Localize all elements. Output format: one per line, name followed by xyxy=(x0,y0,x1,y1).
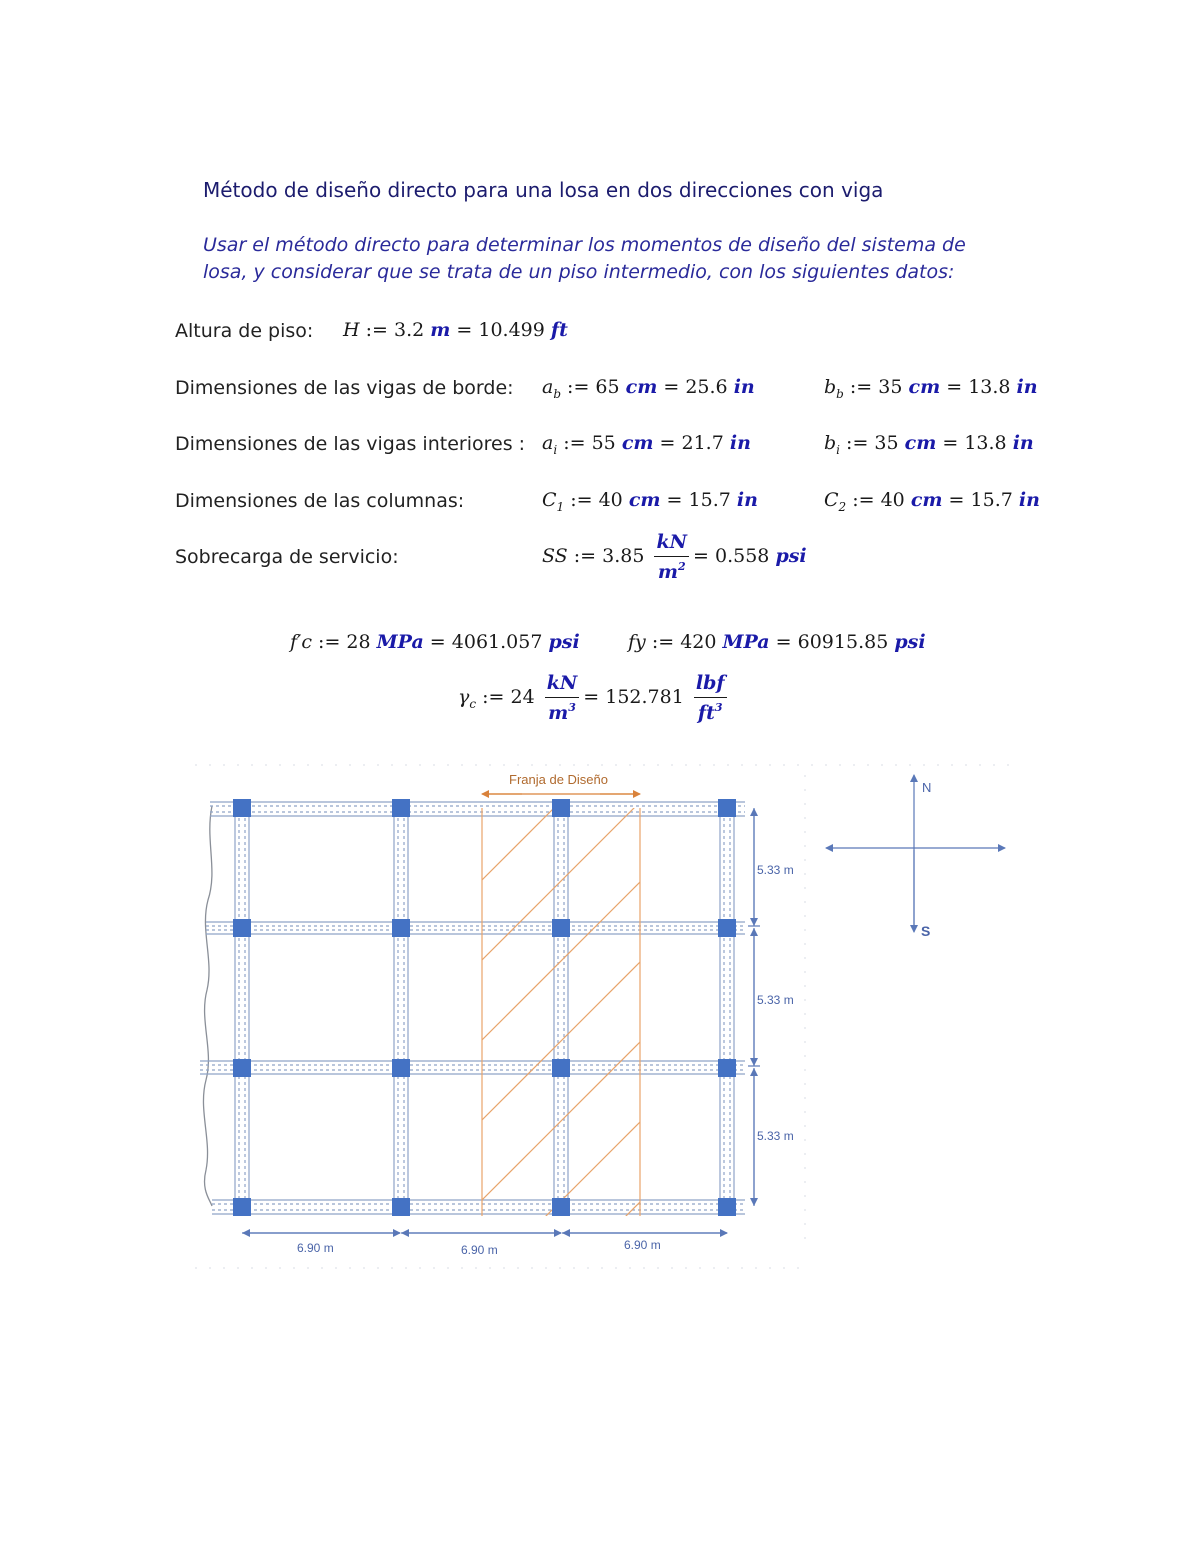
intro-line-1: Usar el método directo para determinar los momentos de diseño del sistema de xyxy=(203,234,966,256)
interior-beam-b-var: b xyxy=(824,432,837,454)
fc-result-unit: psi xyxy=(548,631,580,653)
column-c2-result: 15.7 xyxy=(970,489,1013,511)
column-c2-equation: $C_2$ := 40 cm = 15.7 in xyxy=(824,489,1040,514)
interior-beam-b-value: 35 xyxy=(874,432,899,454)
interior-beam-a-result: 21.7 xyxy=(681,432,724,454)
column xyxy=(718,1198,736,1216)
fy-equation: fy := 420 MPa = 60915.85 psi xyxy=(628,631,926,653)
column xyxy=(552,1059,570,1077)
interior-beam-b-result: 13.8 xyxy=(964,432,1007,454)
interior-beam-a-var: a xyxy=(542,432,554,454)
fy-value: 420 xyxy=(680,631,717,653)
gamma-var: γ xyxy=(458,686,470,708)
dim-y-3: 5.33 m xyxy=(757,1129,794,1143)
edge-beam-b-result-unit: in xyxy=(1016,376,1038,398)
column-c2-value: 40 xyxy=(880,489,905,511)
fc-value: 28 xyxy=(346,631,371,653)
column-c1-result: 15.7 xyxy=(688,489,731,511)
dim-y-1: 5.33 m xyxy=(757,863,794,877)
live-load-unit-num: kN xyxy=(654,531,689,557)
edge-beam-a-unit: cm xyxy=(625,376,658,398)
dim-x-1: 6.90 m xyxy=(297,1241,334,1255)
compass-south-label: S xyxy=(921,923,931,939)
live-load-label: Sobrecarga de servicio: xyxy=(175,546,399,568)
compass-north-label: N xyxy=(922,780,932,795)
floor-height-var: H xyxy=(343,319,360,341)
beams-horizontal xyxy=(200,802,745,1214)
document-title: Método de diseño directo para una losa en dos direcciones con viga xyxy=(203,178,884,202)
column xyxy=(552,919,570,937)
column-c1-sub: 1 xyxy=(556,500,565,514)
gamma-unit-den-exp: 3 xyxy=(568,701,576,714)
design-strip-label: Franja de Diseño xyxy=(509,772,608,787)
live-load-unit-den-exp: 2 xyxy=(677,560,686,573)
design-strip-hatch xyxy=(482,722,640,1360)
compass-icon xyxy=(826,775,1005,932)
gamma-unit-num: kN xyxy=(545,672,580,698)
gamma-result: 152.781 xyxy=(605,686,684,708)
column-c2-result-unit: in xyxy=(1018,489,1040,511)
gamma-unit-den-base: m xyxy=(548,702,569,724)
column-c2-var: C xyxy=(824,489,839,511)
interior-beam-b-result-unit: in xyxy=(1012,432,1034,454)
edge-beam-a-value: 65 xyxy=(595,376,620,398)
interior-beam-b-equation: $b_i$ := 35 cm = 13.8 in xyxy=(824,432,1034,457)
edge-beams-label: Dimensiones de las vigas de borde: xyxy=(175,377,514,399)
interior-beam-a-sub: i xyxy=(553,443,558,457)
fc-equation: f′c := 28 MPa = 4061.057 psi xyxy=(290,631,580,653)
fy-result-unit: psi xyxy=(894,631,926,653)
columns xyxy=(233,799,736,1216)
interior-beams-label: Dimensiones de las vigas interiores : xyxy=(175,433,526,455)
column xyxy=(233,919,251,937)
edge-beam-b-sub: b xyxy=(836,387,844,401)
interior-beam-a-value: 55 xyxy=(591,432,616,454)
edge-beam-b-equation: $b_b$ := 35 cm = 13.8 in xyxy=(824,376,1038,401)
gamma-sub: c xyxy=(469,697,477,711)
edge-beam-a-result-unit: in xyxy=(733,376,755,398)
floor-height-value: 3.2 xyxy=(393,319,425,341)
floor-height-label: Altura de piso: xyxy=(175,320,314,342)
fc-result: 4061.057 xyxy=(451,631,543,653)
edge-beam-a-result: 25.6 xyxy=(685,376,728,398)
edge-beam-a-equation: $a_b$ := 65 cm = 25.6 in xyxy=(542,376,755,401)
edge-beam-b-unit: cm xyxy=(908,376,941,398)
column xyxy=(392,1198,410,1216)
column xyxy=(392,1059,410,1077)
column xyxy=(233,1198,251,1216)
column xyxy=(718,919,736,937)
interior-beam-a-result-unit: in xyxy=(729,432,751,454)
live-load-value: 3.85 xyxy=(602,545,645,567)
column-c1-equation: $C_1$ := 40 cm = 15.7 in xyxy=(542,489,758,514)
gamma-result-unit-den-exp: 3 xyxy=(714,701,723,714)
live-load-result-unit: psi xyxy=(775,545,807,567)
interior-beam-b-unit: cm xyxy=(904,432,937,454)
fy-var: fy xyxy=(628,631,646,653)
column xyxy=(552,1198,570,1216)
fc-var: f′c xyxy=(290,631,312,653)
gamma-equation: $\gamma_c$ := 24 $\frac{kN}{m^3}$ = 152.781 $\frac{\text{lbf}}{ft^3}$ xyxy=(458,672,725,724)
dim-x-2: 6.90 m xyxy=(461,1243,498,1257)
drawing-frame xyxy=(195,765,1010,1268)
interior-beam-a-unit: cm xyxy=(621,432,654,454)
edge-beam-a-var: a xyxy=(542,376,554,398)
live-load-equation: SS := 3.85 $\frac{kN}{m^2}$ = 0.558 psi xyxy=(542,531,807,583)
live-load-var: SS xyxy=(542,545,568,567)
edge-beam-a-sub: b xyxy=(553,387,562,401)
interior-beam-b-sub: i xyxy=(836,443,841,457)
gamma-value: 24 xyxy=(510,686,535,708)
live-load-unit-den-base: m xyxy=(657,561,678,583)
fy-unit: MPa xyxy=(722,631,770,653)
column-c2-sub: 2 xyxy=(838,500,847,514)
dim-y-2: 5.33 m xyxy=(757,993,794,1007)
column-c1-var: C xyxy=(542,489,557,511)
edge-beam-b-value: 35 xyxy=(878,376,903,398)
column-c1-unit: cm xyxy=(628,489,661,511)
floor-height-result-unit: ft xyxy=(550,319,568,341)
fc-unit: MPa xyxy=(376,631,424,653)
fy-result: 60915.85 xyxy=(797,631,889,653)
interior-beam-a-equation: $a_i$ := 55 cm = 21.7 in xyxy=(542,432,751,457)
column xyxy=(392,799,410,817)
column-c1-value: 40 xyxy=(598,489,623,511)
live-load-result: 0.558 xyxy=(714,545,770,567)
floor-height-equation: H := 3.2 m = 10.499 ft xyxy=(343,319,568,341)
column xyxy=(233,1059,251,1077)
gamma-result-unit-num: lbf xyxy=(694,672,727,698)
columns-label: Dimensiones de las columnas: xyxy=(175,490,465,512)
column xyxy=(392,919,410,937)
column-c2-unit: cm xyxy=(910,489,943,511)
column xyxy=(718,799,736,817)
edge-beam-b-var: b xyxy=(824,376,837,398)
column-c1-result-unit: in xyxy=(736,489,758,511)
column xyxy=(718,1059,736,1077)
floor-height-unit: m xyxy=(430,319,451,341)
floor-height-result: 10.499 xyxy=(478,319,545,341)
edge-beam-b-result: 13.8 xyxy=(968,376,1011,398)
beams-vertical xyxy=(235,800,734,1215)
gamma-result-unit-den-base: ft xyxy=(697,702,715,724)
column xyxy=(552,799,570,817)
dim-x-3: 6.90 m xyxy=(624,1238,661,1252)
column xyxy=(233,799,251,817)
broken-edge-line xyxy=(203,806,212,1206)
intro-line-2: losa, y considerar que se trata de un piso intermedio, con los siguientes datos: xyxy=(203,261,955,283)
